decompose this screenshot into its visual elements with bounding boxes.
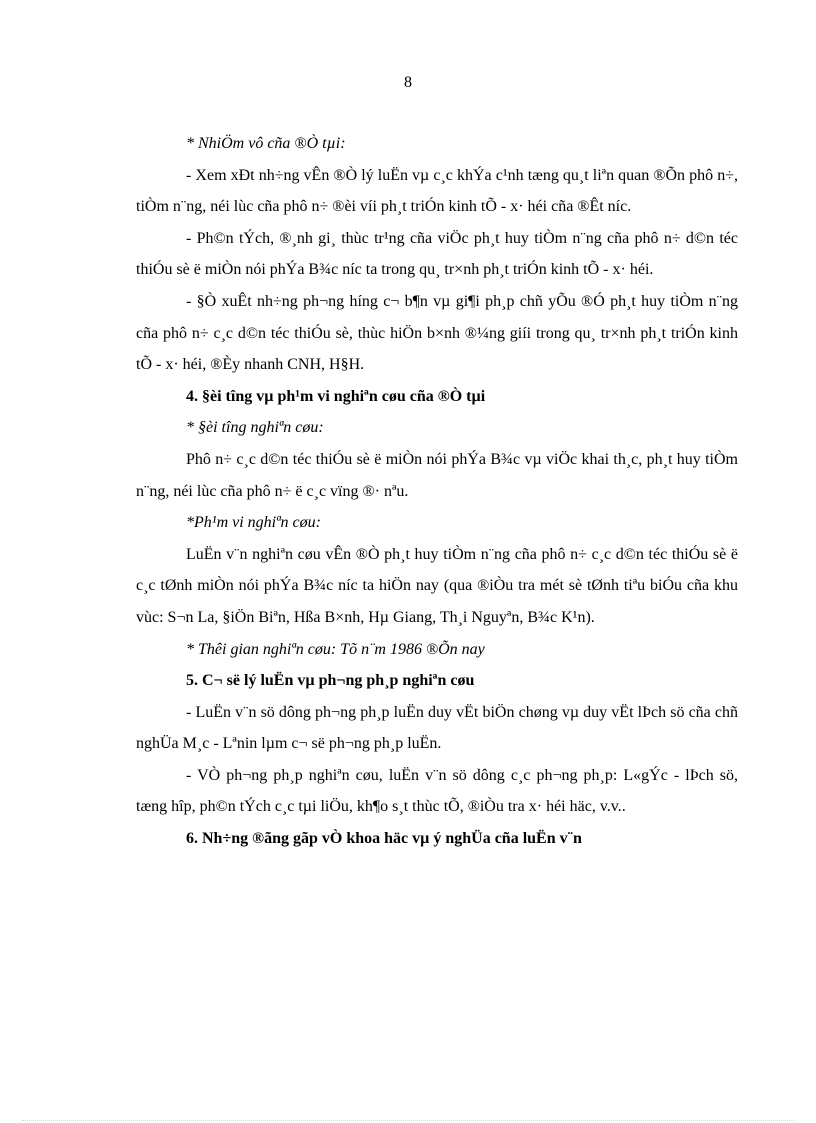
page-number: 8: [404, 74, 412, 91]
body-text: [136, 128, 738, 855]
section-heading-6: 6. Nh÷ng ®ãng gãp vÒ khoa häc vµ ý nghÜa cña luËn v¨n: [186, 830, 582, 848]
paragraph-research-object: Phô n÷ c¸c d©n téc thiÓu sè ë miÒn nói phÝa B¾c vµ viÖc khai th¸c, ph¸t huy tiÒm n¨ng, néi lùc cña phô n÷ ë c¸c vïng ®· nªu.: [136, 450, 738, 500]
subheading-research-scope: *Ph¹m vi nghiªn cøu:: [186, 514, 321, 532]
paragraph-method-1: - LuËn v¨n sö dông ph¬ng ph¸p luËn duy vËt biÖn chøng vµ duy vËt lÞch sö cña chñ nghÜa M¸c - Lªnin lµm c¬ së ph¬ng ph¸p luËn.: [136, 703, 738, 753]
subheading-research-object: * §èi tîng nghiªn cøu:: [186, 419, 324, 437]
section-heading-4: 4. §èi tîng vµ ph¹m vi nghiªn cøu cña ®Ò tµi: [186, 387, 486, 405]
paragraph-method-2: - VÒ ph¬ng ph¸p nghiªn cøu, luËn v¨n sö dông c¸c ph¬ng ph¸p: L«gÝc - lÞch sö, tæng hîp, ph©n tÝch c¸c tµi liÖu, kh¶o s¸t thùc tÕ, ®iÒu tra x· héi häc, v.v..: [136, 766, 738, 816]
page-bottom-divider: [22, 1120, 794, 1121]
section-heading-5: 5. C¬ së lý luËn vµ ph¬ng ph¸p nghiªn cøu: [186, 672, 475, 690]
heading-tasks: * NhiÖm vô cña ®Ò tµi:: [186, 135, 346, 152]
paragraph-task-1: - Xem xÐt nh÷ng vÊn ®Ò lý luËn vµ c¸c khÝa c¹nh tæng qu¸t liªn quan ®Õn phô n÷, tiÒm n¨ng, néi lùc cña phô n÷ ®èi víi ph¸t triÓn kinh tÕ - x· héi cña ®Êt níc.: [136, 166, 738, 216]
paragraph-research-scope: LuËn v¨n nghiªn cøu vÊn ®Ò ph¸t huy tiÒm n¨ng cña phô n÷ c¸c d©n téc thiÓu sè ë c¸c tØnh miÒn nói phÝa B¾c níc ta hiÖn nay (qua ®iÒu tra mét sè tØnh tiªu biÓu cña khu vùc: S¬n La, §iÖn Biªn, Hßa B×nh, Hµ Giang, Th¸i Nguyªn, B¾c K¹n).: [136, 545, 738, 626]
paragraph-task-3: - §Ò xuÊt nh÷ng ph¬ng híng c¬ b¶n vµ gi¶i ph¸p chñ yÕu ®Ó ph¸t huy tiÒm n¨ng cña phô n÷ c¸c d©n téc thiÓu sè, thùc hiÖn b×nh ®¼ng giíi trong qu¸ tr×nh ph¸t triÓn kinh tÕ - x· héi, ®Èy nhanh CNH, H§H.: [136, 292, 738, 374]
subheading-research-time: * Thêi gian nghiªn cøu: Tõ n¨m 1986 ®Õn nay: [186, 640, 485, 658]
paragraph-task-2: - Ph©n tÝch, ®¸nh gi¸ thùc tr¹ng cña viÖc ph¸t huy tiÒm n¨ng cña phô n÷ d©n téc thiÓu sè ë miÒn nói phÝa B¾c níc ta trong qu¸ tr×nh ph¸t triÓn kinh tÕ - x· héi.: [136, 229, 738, 279]
